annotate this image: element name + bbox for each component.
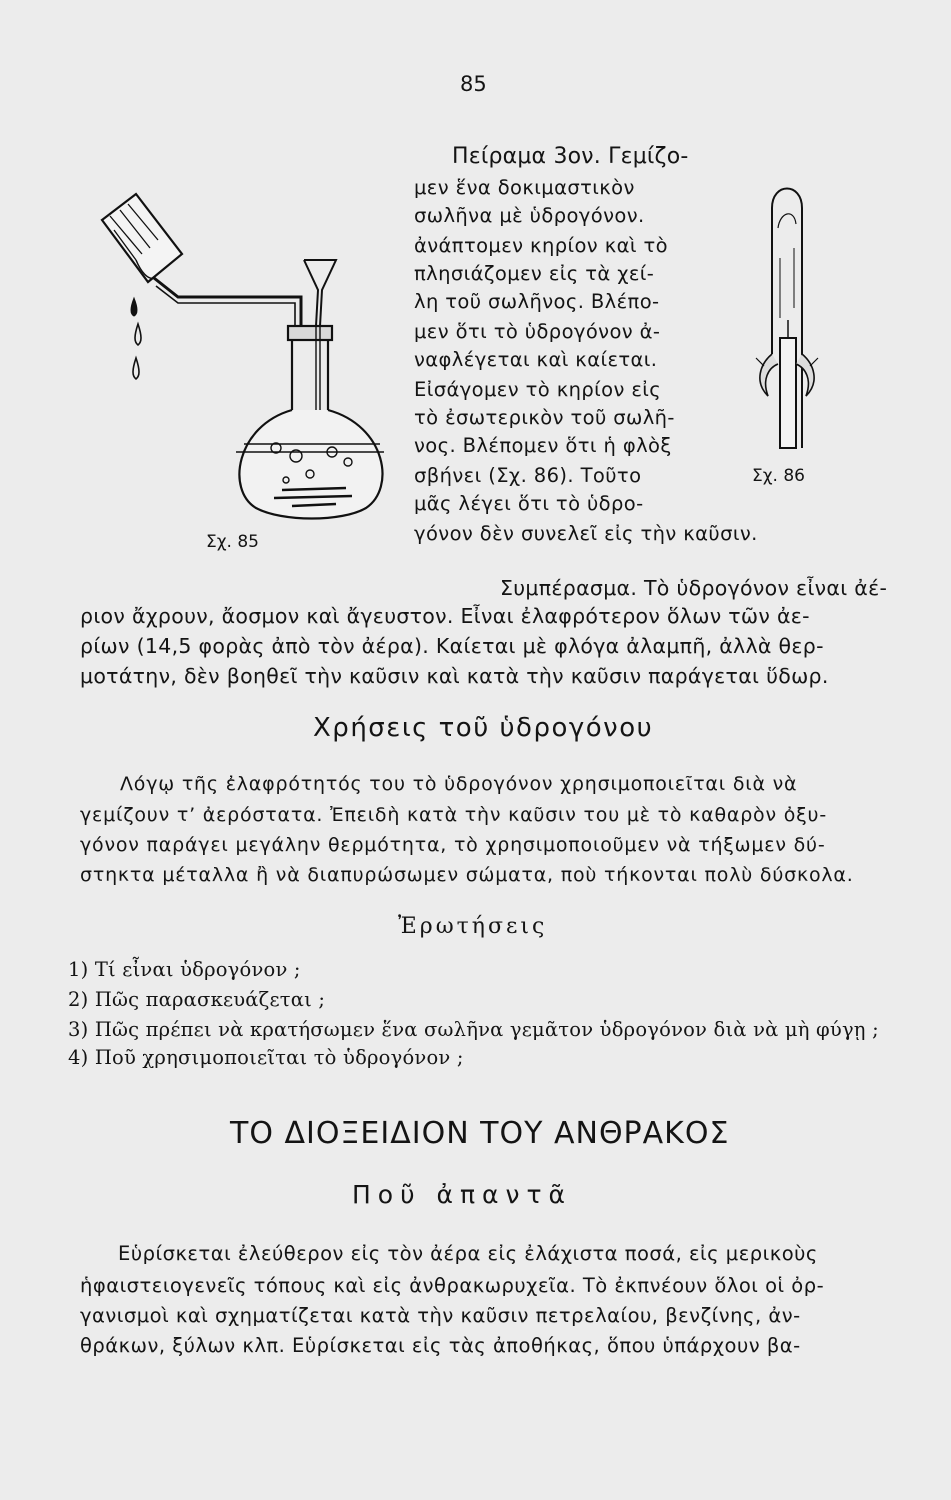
question-item: 3) Πῶς πρέπει νὰ κρατήσωμεν ἕνα σωλῆνα γεμᾶτον ὑδρογόνον διὰ νὰ μὴ φύγῃ ;: [68, 1018, 879, 1041]
experiment-line: Πείραμα 3ον. Γεμίζο-: [452, 144, 689, 169]
question-item: 1) Τί εἶναι ὑδρογόνον ;: [68, 958, 301, 981]
experiment-line: ναφλέγεται καὶ καίεται.: [414, 348, 658, 371]
conclusion-line: ριον ἄχρουν, ἄοσμον καὶ ἄγευστον. Εἶναι ἐλαφρότερον ὅλων τῶν ἀε-: [80, 604, 810, 628]
experiment-line: νος. Βλέπομεν ὅτι ἡ φλὸξ: [414, 434, 672, 457]
uses-line: Λόγῳ τῆς ἐλαφρότητός του τὸ ὑδρογόνον χρησιμοποιεῖται διὰ νὰ: [120, 773, 798, 795]
uses-heading: Χρήσεις τοῦ ὑδρογόνου: [313, 713, 654, 743]
chapter-body-line: ἡφαιστειογενεῖς τόπους καὶ εἰς ἀνθρακωρυχεῖα. Τὸ ἐκπνέουν ὅλοι οἱ ὀρ-: [80, 1274, 825, 1297]
experiment-line: ἀνάπτομεν κηρίον καὶ τὸ: [414, 234, 668, 257]
experiment-line: γόνον δὲν συνελεῖ εἰς τὴν καῦσιν.: [414, 522, 758, 545]
chapter-title: ΤΟ ΔΙΟΞΕΙΔΙΟΝ ΤΟΥ ΑΝΘΡΑΚΟΣ: [230, 1116, 730, 1151]
question-item: 4) Ποῦ χρησιμοποιεῖται τὸ ὑδρογόνον ;: [68, 1046, 464, 1069]
uses-line: γεμίζουν τ’ ἀερόστατα. Ἐπειδὴ κατὰ τὴν καῦσιν του μὲ τὸ καθαρὸν ὀξυ-: [80, 804, 828, 826]
experiment-line: σωλῆνα μὲ ὑδρογόνον.: [414, 204, 645, 227]
experiment-line: πλησιάζομεν εἰς τὰ χεί-: [414, 262, 655, 285]
chapter-subheading: Ποῦ ἀπαντᾶ: [352, 1180, 573, 1209]
experiment-line: μεν ὅτι τὸ ὑδρογόνον ἀ-: [414, 320, 661, 343]
uses-line: γόνον παράγει μεγάλην θερμότητα, τὸ χρησιμοποιοῦμεν νὰ τήξωμεν δύ-: [80, 834, 826, 856]
experiment-line: μεν ἕνα δοκιμαστικὸν: [414, 176, 635, 199]
experiment-line: μᾶς λέγει ὅτι τὸ ὑδρο-: [414, 492, 644, 515]
conclusion-line: ρίων (14,5 φορὰς ἀπὸ τὸν ἀέρα). Καίεται μὲ φλόγα ἀλαμπῆ, ἀλλὰ θερ-: [80, 634, 824, 658]
question-item: 2) Πῶς παρασκευάζεται ;: [68, 988, 326, 1011]
chapter-body-line: γανισμοὶ καὶ σχηματίζεται κατὰ τὴν καῦσιν πετρελαίου, βενζίνης, ἀν-: [80, 1304, 801, 1327]
conclusion-line: Συμπέρασμα. Τὸ ὑδρογόνον εἶναι ἀέ-: [500, 576, 888, 600]
figure-85-flask-apparatus: [96, 190, 396, 530]
page-number: 85: [460, 72, 487, 96]
experiment-line: τὸ ἐσωτερικὸν τοῦ σωλῆ-: [414, 406, 675, 429]
experiment-line: λη τοῦ σωλῆνος. Βλέπο-: [414, 290, 660, 313]
figure-85-caption: Σχ. 85: [206, 532, 260, 552]
figure-86-caption: Σχ. 86: [752, 466, 806, 486]
experiment-line: σβήνει (Σχ. 86). Τοῦτο: [414, 464, 642, 487]
chapter-body-line: Εὑρίσκεται ἐλεύθερον εἰς τὸν ἀέρα εἰς ἐλάχιστα ποσά, εἰς μερικοὺς: [118, 1242, 818, 1265]
questions-heading: Ἐρωτήσεις: [398, 914, 548, 939]
figure-86-test-tube: [742, 168, 832, 468]
conclusion-line: μοτάτην, δὲν βοηθεῖ τὴν καῦσιν καὶ κατὰ τὴν καῦσιν παράγεται ὕδωρ.: [80, 664, 829, 688]
chapter-body-line: θράκων, ξύλων κλπ. Εὑρίσκεται εἰς τὰς ἀποθήκας, ὅπου ὑπάρχουν βα-: [80, 1334, 801, 1357]
uses-line: στηκτα μέταλλα ἢ νὰ διαπυρώσωμεν σώματα, ποὺ τήκονται πολὺ δύσκολα.: [80, 864, 854, 886]
experiment-line: Εἰσάγομεν τὸ κηρίον εἰς: [414, 378, 662, 401]
